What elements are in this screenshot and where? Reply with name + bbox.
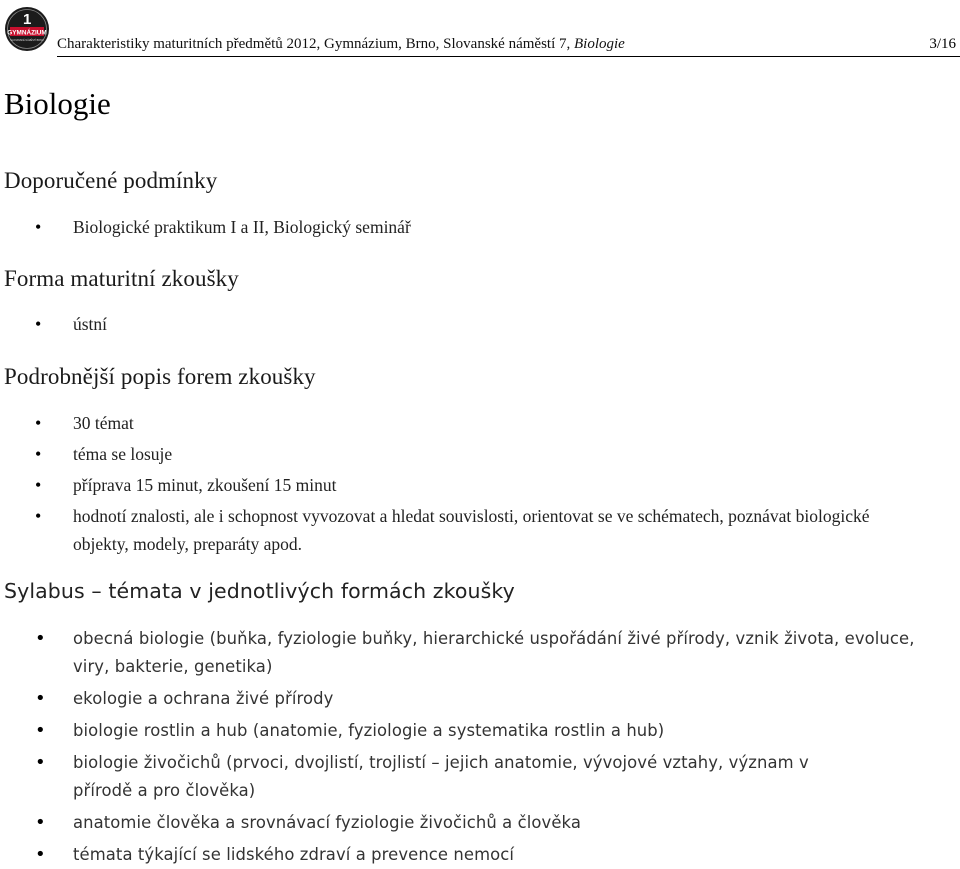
page-header xyxy=(0,0,960,56)
list-item: • obecná biologie (buňka, fyziologie buňky, hierarchické uspořádání živé přírody, vznik života, evoluce, viry, bakterie, genetika) xyxy=(0,625,920,681)
list-item: • Biologické praktikum I a II, Biologický seminář xyxy=(0,213,940,241)
list-item: • téma se losuje xyxy=(0,440,900,468)
list-item: • anatomie člověka a srovnávací fyziologie živočichů a člověka xyxy=(0,809,920,837)
list-sylabus xyxy=(0,625,920,869)
logo-text: GYMNÁZIUM xyxy=(7,29,47,37)
list-item: • příprava 15 minut, zkoušení 15 minut xyxy=(0,471,900,499)
list-item: • témata týkající se lidského zdraví a prevence nemocí xyxy=(0,841,920,869)
header-text: Charakteristiky maturitních předmětů 2012, Gymnázium, Brno, Slovanské náměstí 7, Biologie xyxy=(57,36,625,52)
list-forma xyxy=(0,310,940,338)
page-number: 3/16 xyxy=(929,36,956,52)
list-item: • biologie živočichů (prvoci, dvojlistí, trojlistí – jejich anatomie, vývojové vztahy, význam v přírodě a pro člověka) xyxy=(0,749,920,805)
list-doporucene xyxy=(0,213,940,241)
gymnazium-logo xyxy=(4,6,50,52)
section-heading-podrobnejsi: Podrobnější popis forem zkoušky xyxy=(4,364,316,389)
header-subject: Biologie xyxy=(574,36,625,52)
list-item: • ústní xyxy=(0,310,940,338)
list-podrobnejsi xyxy=(0,409,900,558)
header-divider xyxy=(57,56,960,57)
list-item: • biologie rostlin a hub (anatomie, fyziologie a systematika rostlin a hub) xyxy=(0,717,920,745)
logo-number: 1 xyxy=(23,11,32,28)
section-heading-sylabus: Sylabus – témata v jednotlivých formách zkoušky xyxy=(4,579,515,603)
section-heading-doporucene: Doporučené podmínky xyxy=(4,168,218,193)
list-item: • 30 témat xyxy=(0,409,900,437)
list-item: • ekologie a ochrana živé přírody xyxy=(0,685,920,713)
logo-subtext: SLOVANSKÉ NÁMĚSTÍ BRNO xyxy=(10,39,44,42)
page-title: Biologie xyxy=(4,86,111,121)
section-heading-forma: Forma maturitní zkoušky xyxy=(4,266,239,291)
list-item: • hodnotí znalosti, ale i schopnost vyvozovat a hledat souvislosti, orientovat se ve schématech, poznávat biologické objekty, modely, preparáty apod. xyxy=(0,502,900,558)
